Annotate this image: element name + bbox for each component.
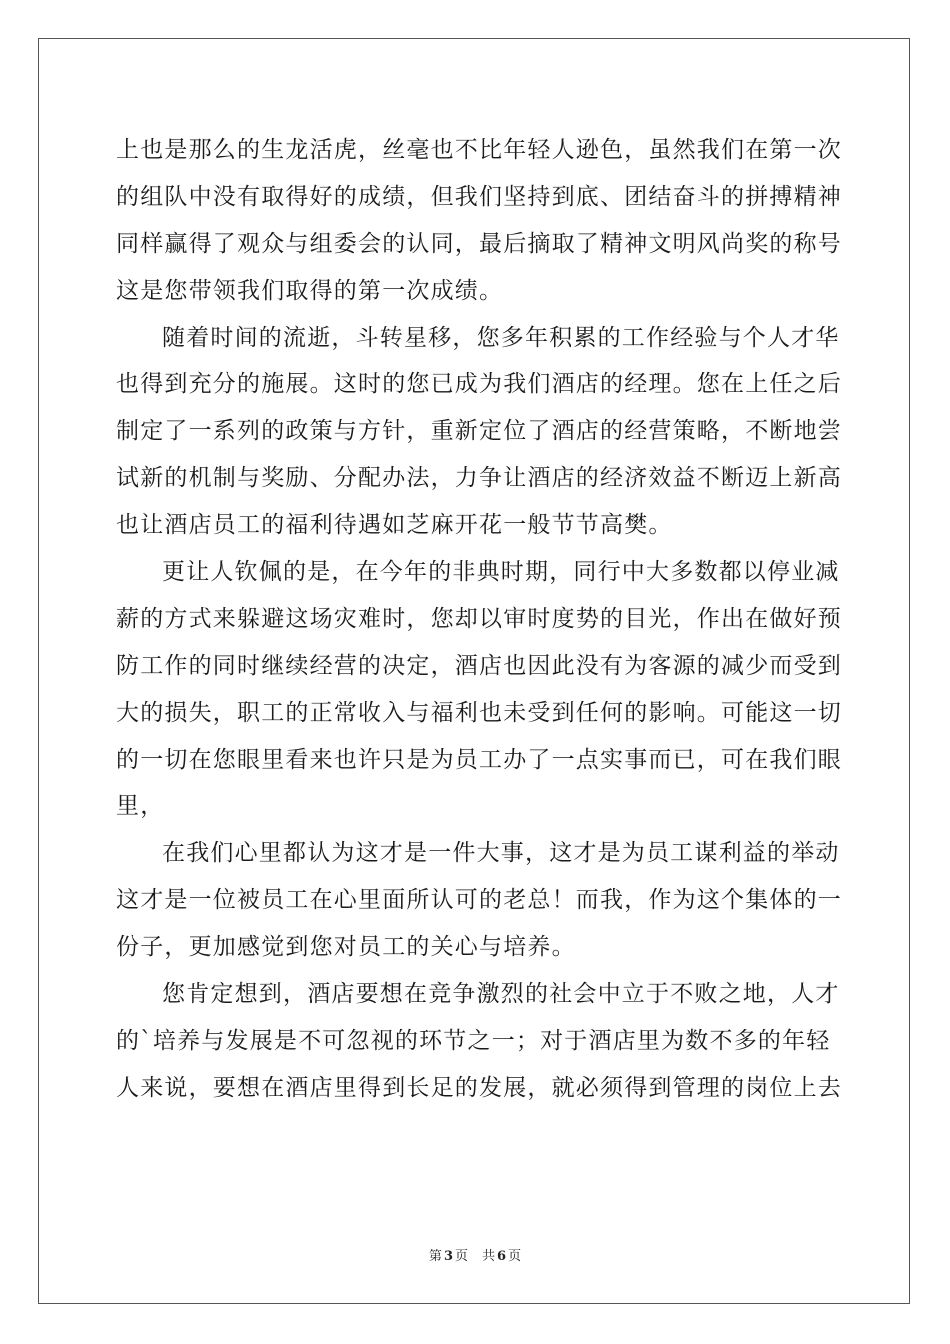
text-line: 人来说，要想在酒店里得到长足的发展，就必须得到管理的岗位上去 bbox=[116, 1074, 842, 1101]
page-suffix: 页 bbox=[454, 1249, 468, 1264]
text-line: 同样赢得了观众与组委会的认同，最后摘取了精神文明风尚奖的称号 bbox=[116, 230, 842, 257]
paragraph-5 bbox=[116, 971, 842, 1112]
page-number: 3 bbox=[443, 1249, 453, 1264]
total-prefix: 共 bbox=[482, 1249, 496, 1264]
paragraph-4 bbox=[116, 830, 842, 971]
text-line: 也得到充分的施展。这时的您已成为我们酒店的经理。您在上任之后 bbox=[116, 371, 842, 398]
document-body bbox=[116, 127, 842, 1112]
paragraph-3 bbox=[116, 549, 842, 830]
text-line: 薪的方式来躲避这场灾难时，您却以审时度势的目光，作出在做好预 bbox=[116, 605, 842, 632]
text-line: 这是您带领我们取得的第一次成绩。 bbox=[116, 277, 504, 304]
text-line: 也让酒店员工的福利待遇如芝麻开花一般节节高樊。 bbox=[116, 512, 673, 539]
paragraph-1 bbox=[116, 127, 842, 315]
text-line: 您肯定想到，酒店要想在竞争激烈的社会中立于不败之地，人才 bbox=[162, 981, 840, 1008]
text-line: 的`培养与发展是不可忽视的环节之一；对于酒店里为数不多的年轻 bbox=[116, 1027, 831, 1054]
page-footer bbox=[0, 1245, 950, 1264]
text-line: 的一切在您眼里看来也许只是为员工办了一点实事而已，可在我们眼 bbox=[116, 746, 842, 773]
total-suffix: 页 bbox=[508, 1249, 522, 1264]
paragraph-2 bbox=[116, 315, 842, 549]
text-line: 更让人钦佩的是，在今年的非典时期，同行中大多数都以停业减 bbox=[162, 559, 840, 586]
text-line: 随着时间的流逝，斗转星移，您多年积累的工作经验与个人才华 bbox=[162, 324, 840, 351]
text-line: 在我们心里都认为这才是一件大事，这才是为员工谋利益的举动 bbox=[162, 840, 840, 867]
text-line: 上也是那么的生龙活虎，丝毫也不比年轻人逊色，虽然我们在第一次 bbox=[116, 137, 842, 163]
text-line: 这才是一位被员工在心里面所认可的老总！而我，作为这个集体的一 bbox=[116, 887, 842, 914]
text-line: 里， bbox=[116, 793, 165, 820]
text-line: 试新的机制与奖励、分配办法，力争让酒店的经济效益不断迈上新高 bbox=[116, 465, 842, 492]
text-line: 份子，更加感觉到您对员工的关心与培养。 bbox=[116, 934, 576, 961]
page-prefix: 第 bbox=[428, 1249, 442, 1264]
text-line: 的组队中没有取得好的成绩，但我们坚持到底、团结奋斗的拼搏精神 bbox=[116, 183, 842, 210]
text-line: 制定了一系列的政策与方针，重新定位了酒店的经营策略，不断地尝 bbox=[116, 418, 842, 445]
total-pages: 6 bbox=[497, 1249, 507, 1264]
text-line: 大的损失，职工的正常收入与福利也未受到任何的影响。可能这一切 bbox=[116, 699, 842, 726]
text-line: 防工作的同时继续经营的决定，酒店也因此没有为客源的减少而受到 bbox=[116, 652, 842, 679]
